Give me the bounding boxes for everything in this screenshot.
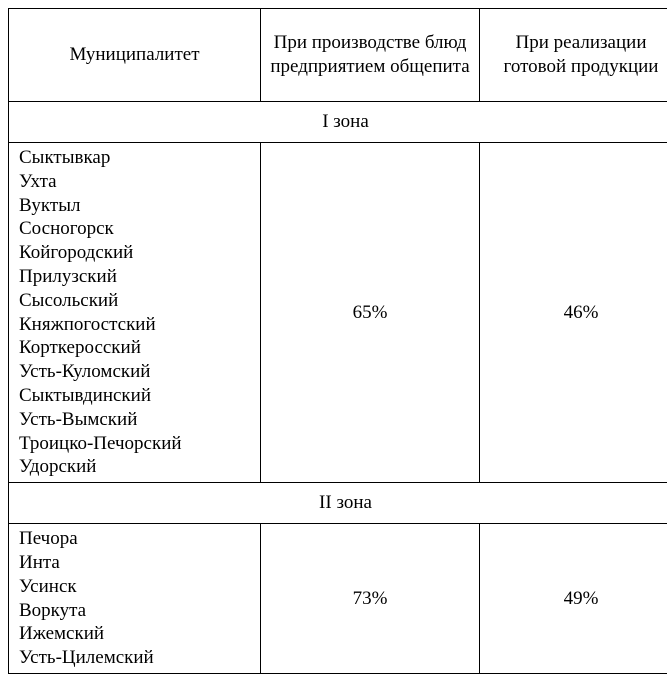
municipality-list (9, 143, 261, 483)
municipality-item: Княжпогостский (19, 313, 156, 335)
municipality-item: Печора (19, 528, 78, 550)
municipality-item: Ухта (19, 170, 57, 192)
header-retail: При реализации готовой продукции (480, 9, 667, 102)
municipality-item: Вуктыл (19, 194, 81, 216)
municipality-item: Удорский (19, 456, 97, 478)
municipality-item: Сыктывкар (19, 147, 111, 168)
municipality-item: Сыктывдинский (19, 384, 151, 406)
header-municipality: Муниципалитет (9, 9, 261, 102)
municipality-item: Усинск (19, 575, 77, 597)
zone-title: II зона (9, 483, 667, 524)
municipality-item: Усть-Цилемский (19, 647, 154, 669)
zone-data-row-1 (9, 143, 667, 483)
municipality-item: Сосногорск (19, 218, 114, 240)
municipality-item: Прилузский (19, 265, 117, 287)
zone-title: I зона (9, 102, 667, 143)
municipality-item: Воркута (19, 599, 87, 621)
table-header-row (9, 9, 667, 102)
municipality-item: Троицко-Печорский (19, 432, 182, 454)
municipality-item: Корткеросский (19, 337, 141, 359)
zone-row-1 (9, 102, 667, 143)
retail-percent: 49% (480, 524, 667, 674)
retail-percent: 46% (480, 143, 667, 483)
municipality-list (9, 524, 261, 674)
catering-percent: 65% (261, 143, 480, 483)
zone-row-2 (9, 483, 667, 524)
zone-data-row-2 (9, 524, 667, 674)
municipality-rates-table (8, 8, 667, 674)
municipality-item: Усть-Куломский (19, 361, 151, 383)
header-catering: При производстве блюд предприятием общепита (261, 9, 480, 102)
municipality-item: Усть-Вымский (19, 408, 138, 430)
catering-percent: 73% (261, 524, 480, 674)
municipality-item: Койгородский (19, 242, 134, 264)
municipality-item: Ижемский (19, 623, 105, 645)
municipality-item: Инта (19, 551, 60, 573)
municipality-item: Сысольский (19, 289, 119, 311)
